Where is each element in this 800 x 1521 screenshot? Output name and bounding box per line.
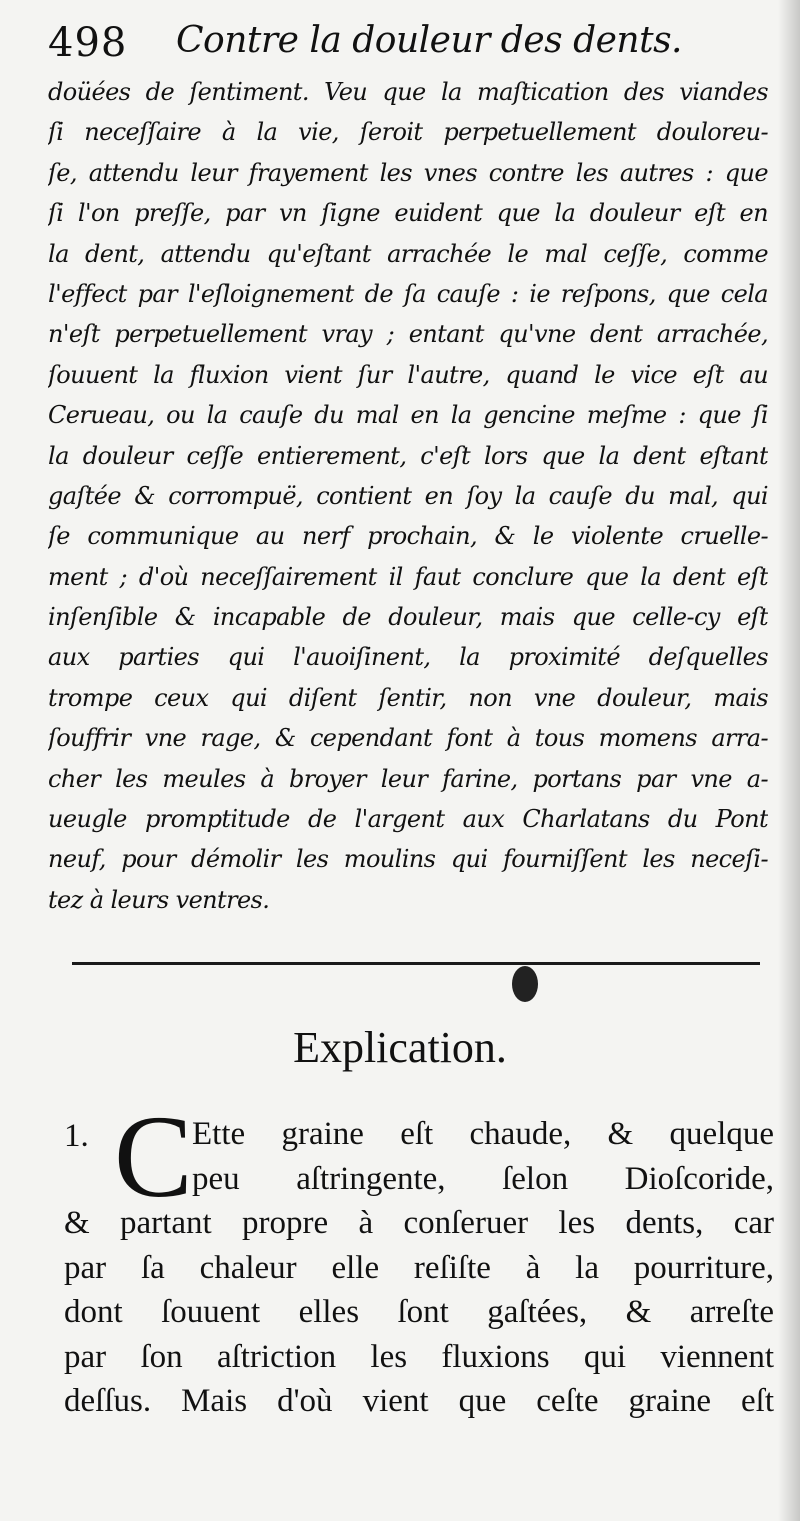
drop-cap-lines (192, 1112, 774, 1201)
body-lines (64, 1201, 774, 1424)
text-line: Ette graine eſt chaude, & quelque (192, 1116, 774, 1152)
text-line: ſe, attendu leur frayement les vnes contre les autres : que (48, 158, 768, 187)
drop-cap: C (114, 1091, 193, 1222)
text-line: dont ſouuent elles ſont gaſtées, & arreſte (64, 1294, 774, 1330)
text-line: cher les meules à broyer leur farine, portans par vne a- (48, 764, 768, 793)
text-line: deſſus. Mais d'où vient que ceſte graine eſt (64, 1383, 774, 1419)
text-line: inſenſible & incapable de douleur, mais que celle-cy eſt (48, 603, 768, 632)
text-line: neuf, pour démolir les moulins qui fourniſſent les neceſi- (48, 845, 768, 874)
text-line: ueugle promptitude de l'argent aux Charlatans du Pont (48, 805, 768, 834)
italic-text-block (48, 72, 768, 920)
text-line: aux parties qui l'auoiſinent, la proximité deſquelles (48, 643, 768, 672)
text-line: peu aſtringente, ſelon Dioſcoride, (192, 1160, 774, 1197)
text-line: par ſa chaleur elle reſiſte à la pourriture, (64, 1249, 774, 1286)
text-line: ſouffrir vne rage, & cependant font à tous momens arra- (48, 724, 768, 753)
running-title: Contre la douleur des dents. (176, 20, 682, 61)
text-line: gaſtée & corrompuë, contient en ſoy la cauſe du mal, qui (48, 481, 768, 510)
page-number: 498 (48, 20, 128, 66)
text-line: trompe ceux qui diſent ſentir, non vne douleur, mais (48, 683, 768, 712)
text-line: Cerueau, ou la cauſe du mal en la gencine meſme : que ſi (48, 401, 768, 430)
text-line: ſe communique au nerf prochain, & le violente cruelle- (48, 522, 768, 551)
text-line: tez à leurs ventres. (48, 885, 270, 914)
text-line: ment ; d'où neceſſairement il faut conclure que la dent eſt (48, 562, 768, 591)
ink-blot (512, 966, 538, 1002)
text-line: ſi neceſſaire à la vie, ſeroit perpetuellement douloreu- (48, 118, 768, 147)
page-header (48, 14, 748, 70)
text-line: ſouuent la fluxion vient ſur l'autre, quand le vice eſt au (48, 360, 768, 389)
text-line: l'effect par l'eſloignement de ſa cauſe : ie reſpons, que cela (48, 279, 768, 308)
text-line: la dent, attendu qu'eſtant arrachée le mal ceſſe, comme (48, 239, 768, 268)
section-title: Explication. (293, 1023, 507, 1072)
text-line: n'eſt perpetuellement vray ; entant qu'vne dent arrachée, (48, 320, 768, 349)
section-divider (72, 962, 760, 965)
text-line: ſi l'on preſſe, par vn ſigne euident que la douleur eſt en (48, 199, 768, 228)
text-line: par ſon aſtriction les fluxions qui viennent (64, 1338, 774, 1375)
text-line: & partant propre à conſeruer les dents, car (64, 1205, 774, 1241)
text-line: la douleur ceſſe entierement, c'eſt lors que la dent eſtant (48, 441, 768, 470)
text-line: doüées de ſentiment. Veu que la maſtication des viandes (48, 78, 768, 106)
paragraph-number: 1. (64, 1118, 89, 1154)
